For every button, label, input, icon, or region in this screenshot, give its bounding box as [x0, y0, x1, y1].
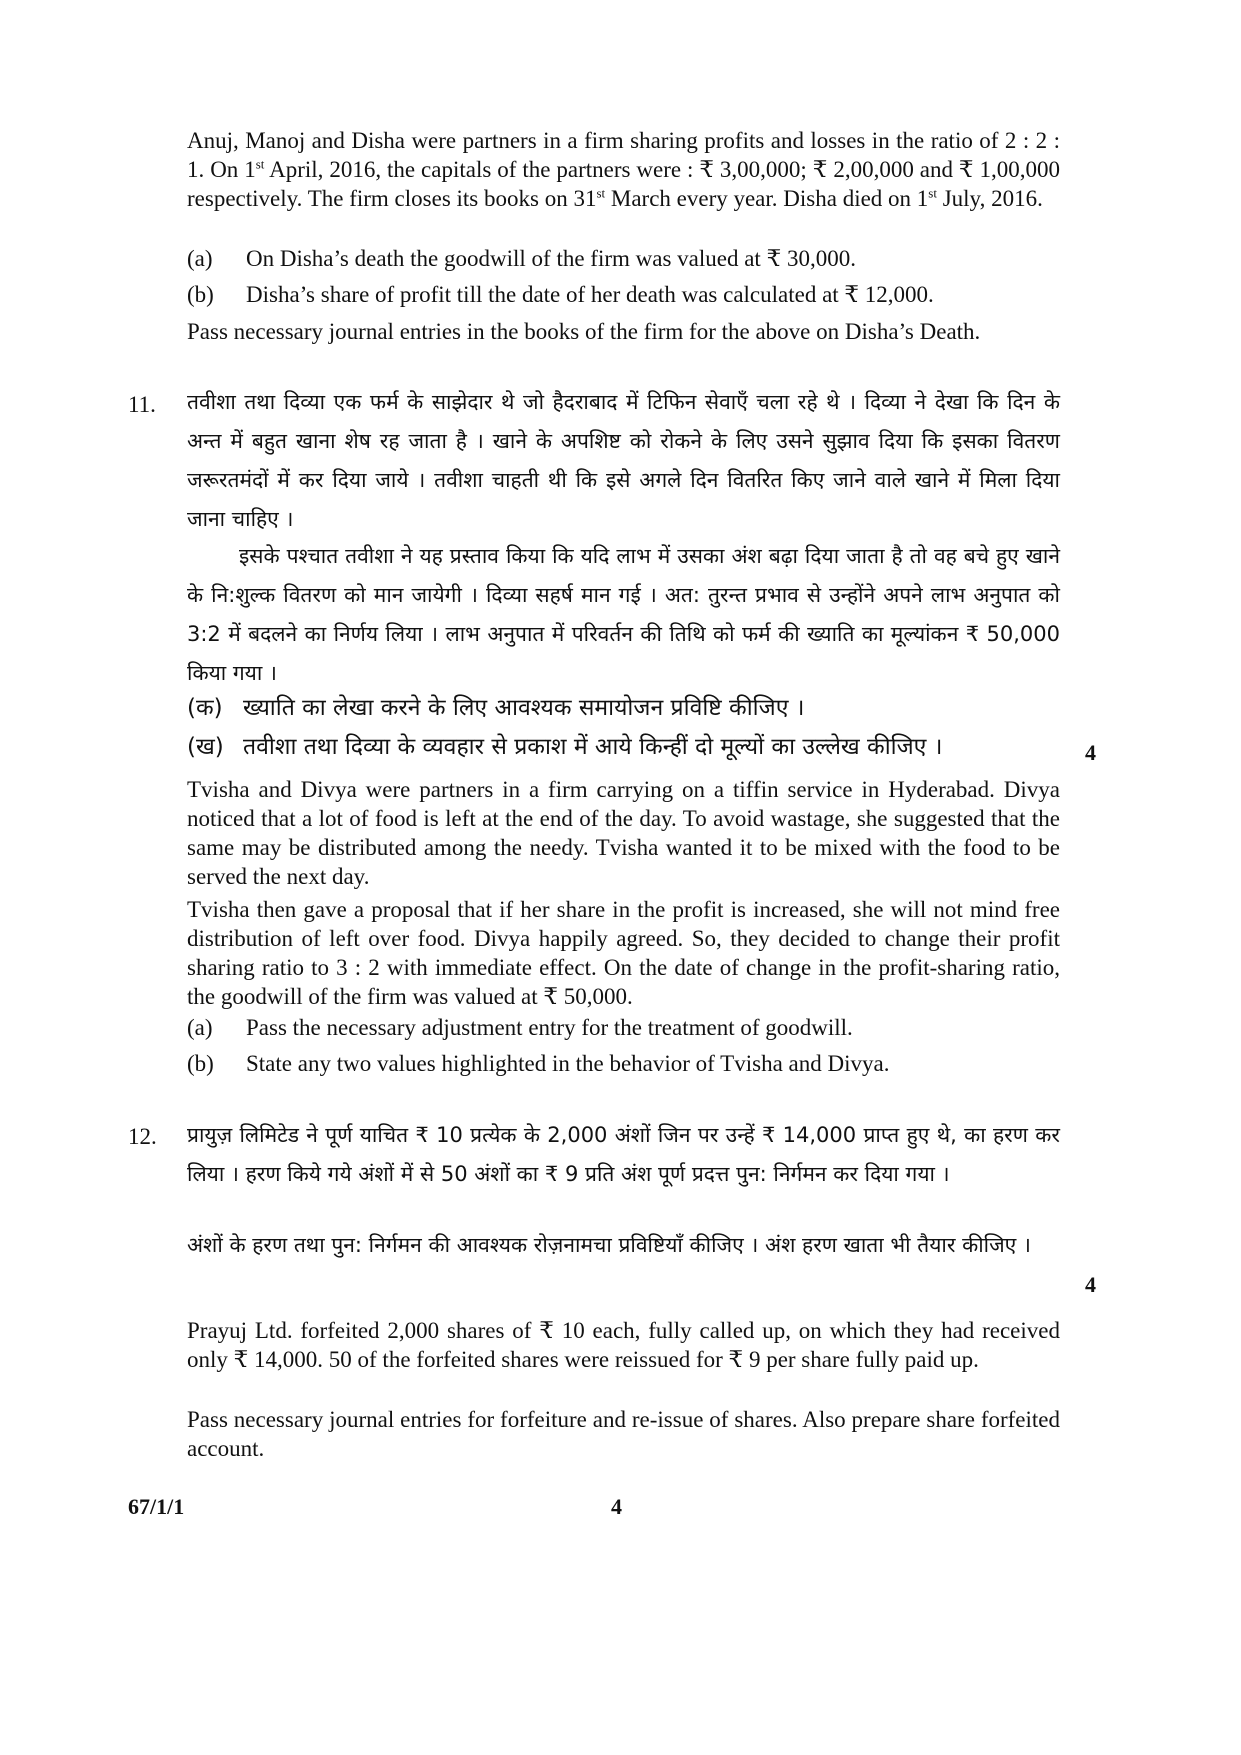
- q11-hindi-para-1: तवीशा तथा दिव्या एक फर्म के साझेदार थे जो हैदराबाद में टिफिन सेवाएँ चला रहे थे । दिव्या ने देखा कि दिन के अन्त में बहुत खाना शेष रह जाता है । खाने के अपशिष्ट को रोकने के लिए उसने सुझाव दिया कि इसका वितरण जरूरतमंदों में कर दिया जाये । तवीशा चाहती थी कि इसे अगले दिन वितरित किए जाने वाले खाने में मिला दिया जाना चाहिए ।: [187, 390, 1060, 531]
- q11-hindi-item-ka: (क) ख्याति का लेखा करने के लिए आवश्यक समायोजन प्रविष्टि कीजिए ।: [187, 695, 805, 721]
- q10-item-a: (a) On Disha’s death the goodwill of the firm was valued at ₹ 30,000.: [187, 246, 856, 271]
- q11-number: 11.: [128, 392, 156, 417]
- page-number: 4: [611, 1494, 622, 1519]
- q11-hindi-para-2: इसके पश्चात तवीशा ने यह प्रस्ताव किया कि यदि लाभ में उसका अंश बढ़ा दिया जाता है तो वह बचे हुए खाने के नि:शुल्क वितरण को मान जायेगी । दिव्या सहर्ष मान गई । अत: तुरन्त प्रभाव से उन्होंने अपने लाभ अनुपात को 3:2 में बदलने का निर्णय लिया । लाभ अनुपात में परिवर्तन की तिथि को फर्म की ख्याति का मूल्यांकन ₹ 50,000 किया गया ।: [187, 544, 1060, 685]
- q12-hindi-para-2: अंशों के हरण तथा पुन: निर्गमन की आवश्यक रोज़नामचा प्रविष्टियाँ कीजिए । अंश हरण खाता भी तैयार कीजिए ।: [187, 1233, 1031, 1257]
- q12-number: 12.: [128, 1124, 157, 1149]
- q12-hindi-para-1: प्रायुज़ लिमिटेड ने पूर्ण याचित ₹ 10 प्रत्येक के 2,000 अंशों जिन पर उन्हें ₹ 14,000 प्राप्त हुए थे, का हरण कर लिया । हरण किये गये अंशों में से 50 अंशों का ₹ 9 प्रति अंश पूर्ण प्रदत्त पुन: निर्गमन कर दिया गया ।: [187, 1123, 1060, 1186]
- q11-item-b: (b) State any two values highlighted in the behavior of Tvisha and Divya.: [187, 1051, 890, 1076]
- q11-hindi-item-kha: (ख) तवीशा तथा दिव्या के व्यवहार से प्रकाश में आये किन्हीं दो मूल्यों का उल्लेख कीजिए ।: [187, 734, 943, 760]
- paper-code: 67/1/1: [128, 1494, 185, 1519]
- q10-item-b: (b) Disha’s share of profit till the date of her death was calculated at ₹ 12,000.: [187, 282, 934, 307]
- q11-item-a: (a) Pass the necessary adjustment entry for the treatment of goodwill.: [187, 1015, 853, 1040]
- q10-intro: Anuj, Manoj and Disha were partners in a firm sharing profits and losses in the ratio of 2 : 2 : 1. On 1st April, 2016, the capitals of the partners were : ₹ 3,00,000; ₹ 2,00,000 and ₹ 1,00,000 respectively. The firm closes its books on 31st March every year. Disha died on 1st July, 2016.: [187, 128, 1060, 211]
- q11-marks: 4: [1085, 740, 1096, 765]
- q12-english-para-2: Pass necessary journal entries for forfeiture and re-issue of shares. Also prepare share forfeited account.: [187, 1407, 1060, 1461]
- q10-closing: Pass necessary journal entries in the books of the firm for the above on Disha’s Death.: [187, 319, 981, 344]
- q11-english-para-2: Tvisha then gave a proposal that if her share in the profit is increased, she will not mind free distribution of left over food. Divya happily agreed. So, they decided to change their profit sharing ratio to 3 : 2 with immediate effect. On the date of change in the profit-sharing ratio, the goodwill of the firm was valued at ₹ 50,000.: [187, 897, 1060, 1009]
- q11-english-para-1: Tvisha and Divya were partners in a firm carrying on a tiffin service in Hyderabad. Divya noticed that a lot of food is left at the end of the day. To avoid wastage, she suggested that the same may be distributed among the needy. Tvisha wanted it to be mixed with the food to be served the next day.: [187, 777, 1060, 889]
- q12-english-para-1: Prayuj Ltd. forfeited 2,000 shares of ₹ 10 each, fully called up, on which they had received only ₹ 14,000. 50 of the forfeited shares were reissued for ₹ 9 per share fully paid up.: [187, 1318, 1060, 1372]
- q12-marks: 4: [1085, 1272, 1096, 1297]
